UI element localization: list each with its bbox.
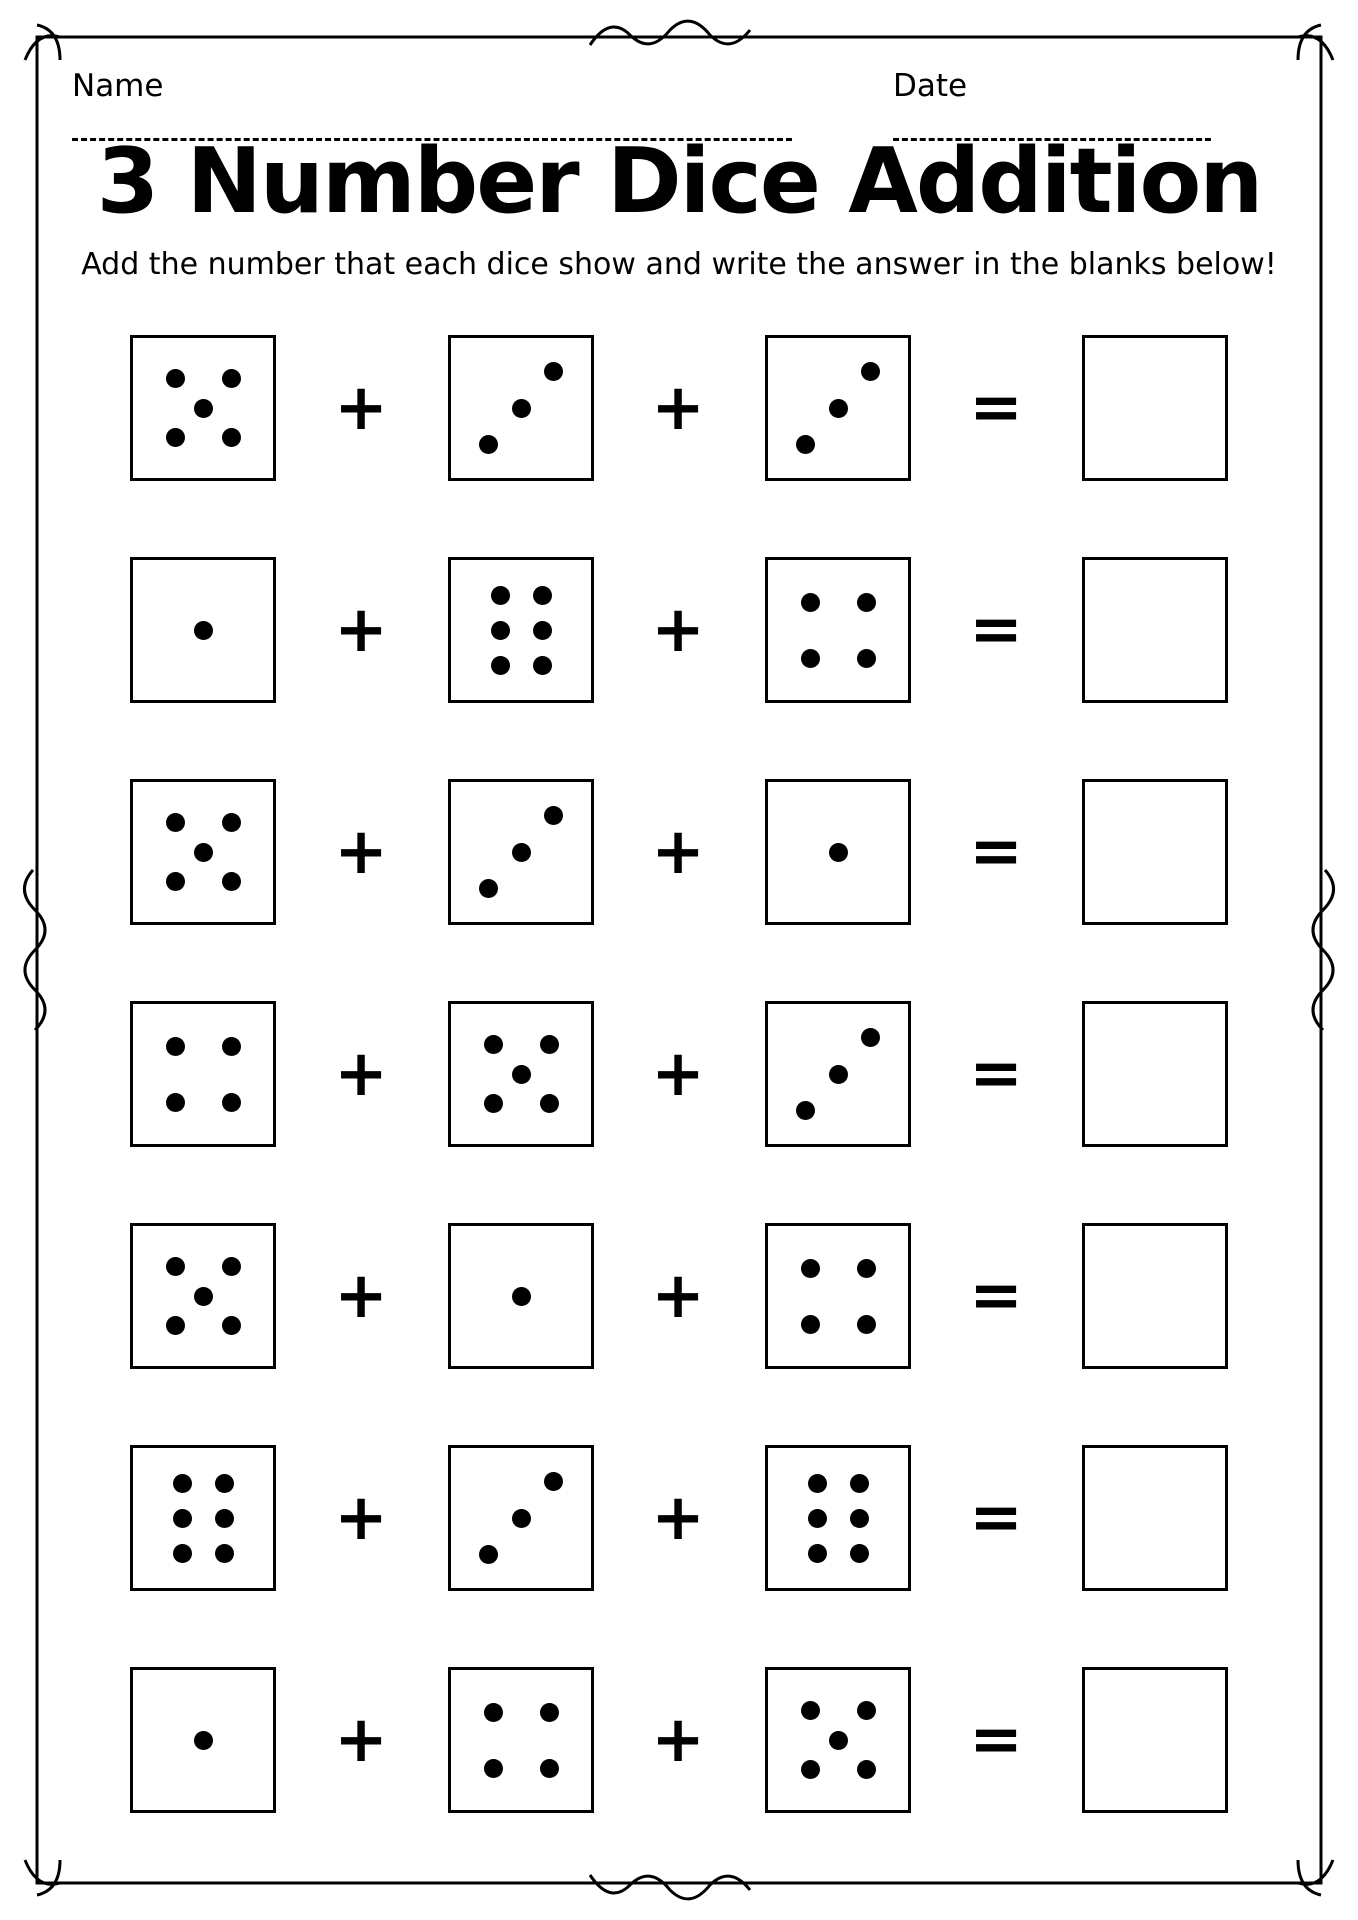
die-face-4 — [765, 1223, 911, 1369]
plus-sign: + — [334, 1703, 388, 1777]
die-face-4 — [130, 1001, 276, 1147]
die-face-6 — [765, 1445, 911, 1591]
answer-box[interactable] — [1082, 1001, 1228, 1147]
die-pip — [533, 656, 552, 675]
die-pip — [166, 1037, 185, 1056]
die-pip — [829, 399, 848, 418]
die-face-5 — [130, 335, 276, 481]
die-pip — [540, 1035, 559, 1054]
answer-box[interactable] — [1082, 779, 1228, 925]
die-pip — [857, 1315, 876, 1334]
die-pip — [829, 1731, 848, 1750]
die-pip — [166, 1316, 185, 1335]
die-face-4 — [765, 557, 911, 703]
die-face-5 — [130, 1223, 276, 1369]
die-pip — [801, 1760, 820, 1779]
die-face-6 — [448, 557, 594, 703]
plus-sign: + — [651, 1703, 705, 1777]
plus-sign: + — [651, 371, 705, 445]
die-pip — [491, 656, 510, 675]
die-pip — [861, 362, 880, 381]
date-row — [893, 66, 1293, 106]
die-pip — [194, 399, 213, 418]
die-pip — [801, 1701, 820, 1720]
die-pip — [829, 843, 848, 862]
die-face-3 — [448, 335, 594, 481]
die-pip — [484, 1094, 503, 1113]
die-pip — [222, 1316, 241, 1335]
die-pip — [533, 621, 552, 640]
die-pip — [222, 1093, 241, 1112]
die-pip — [512, 399, 531, 418]
die-pip — [808, 1544, 827, 1563]
die-pip — [222, 813, 241, 832]
die-pip — [166, 428, 185, 447]
die-pip — [173, 1544, 192, 1563]
die-face-5 — [448, 1001, 594, 1147]
die-pip — [222, 428, 241, 447]
die-pip — [801, 593, 820, 612]
die-pip — [222, 369, 241, 388]
die-face-3 — [765, 1001, 911, 1147]
die-pip — [484, 1759, 503, 1778]
die-pip — [484, 1035, 503, 1054]
die-pip — [194, 621, 213, 640]
die-pip — [796, 435, 815, 454]
die-pip — [857, 1259, 876, 1278]
instructions: Add the number that each dice show and write the answer in the blanks below! — [81, 247, 1277, 282]
equals-sign: = — [969, 371, 1023, 445]
equals-sign: = — [969, 1259, 1023, 1333]
page-title: 3 Number Dice Addition — [96, 129, 1262, 234]
plus-sign: + — [651, 1037, 705, 1111]
die-pip — [801, 649, 820, 668]
die-pip — [808, 1509, 827, 1528]
die-pip — [484, 1703, 503, 1722]
die-pip — [850, 1474, 869, 1493]
equals-sign: = — [969, 1481, 1023, 1555]
die-pip — [857, 1701, 876, 1720]
die-pip — [857, 593, 876, 612]
die-pip — [533, 586, 552, 605]
die-pip — [215, 1509, 234, 1528]
die-pip — [857, 649, 876, 668]
equals-sign: = — [969, 593, 1023, 667]
die-pip — [479, 879, 498, 898]
die-pip — [801, 1315, 820, 1334]
plus-sign: + — [651, 1481, 705, 1555]
die-pip — [173, 1509, 192, 1528]
die-face-3 — [765, 335, 911, 481]
die-pip — [222, 1037, 241, 1056]
die-pip — [544, 1472, 563, 1491]
die-face-6 — [130, 1445, 276, 1591]
name-label: Name — [72, 68, 164, 104]
die-pip — [540, 1759, 559, 1778]
answer-box[interactable] — [1082, 1667, 1228, 1813]
plus-sign: + — [334, 815, 388, 889]
die-pip — [491, 621, 510, 640]
die-pip — [544, 806, 563, 825]
plus-sign: + — [651, 593, 705, 667]
die-pip — [222, 872, 241, 891]
plus-sign: + — [334, 593, 388, 667]
die-pip — [512, 1065, 531, 1084]
die-face-1 — [765, 779, 911, 925]
die-pip — [540, 1703, 559, 1722]
die-pip — [512, 843, 531, 862]
die-pip — [850, 1509, 869, 1528]
date-label: Date — [893, 68, 968, 104]
die-pip — [194, 1731, 213, 1750]
equals-sign: = — [969, 1037, 1023, 1111]
die-pip — [544, 362, 563, 381]
answer-box[interactable] — [1082, 1223, 1228, 1369]
die-face-1 — [130, 1667, 276, 1813]
die-pip — [512, 1509, 531, 1528]
die-pip — [166, 872, 185, 891]
die-pip — [808, 1474, 827, 1493]
die-face-5 — [765, 1667, 911, 1813]
die-pip — [194, 1287, 213, 1306]
die-pip — [850, 1544, 869, 1563]
die-pip — [479, 435, 498, 454]
die-pip — [512, 1287, 531, 1306]
die-pip — [166, 1257, 185, 1276]
answer-box[interactable] — [1082, 335, 1228, 481]
die-pip — [215, 1474, 234, 1493]
die-pip — [166, 813, 185, 832]
plus-sign: + — [651, 815, 705, 889]
die-pip — [215, 1544, 234, 1563]
die-pip — [173, 1474, 192, 1493]
die-pip — [796, 1101, 815, 1120]
die-pip — [479, 1545, 498, 1564]
die-face-1 — [130, 557, 276, 703]
die-pip — [540, 1094, 559, 1113]
die-face-3 — [448, 779, 594, 925]
die-pip — [491, 586, 510, 605]
plus-sign: + — [334, 1259, 388, 1333]
die-face-1 — [448, 1223, 594, 1369]
die-face-4 — [448, 1667, 594, 1813]
die-face-3 — [448, 1445, 594, 1591]
die-pip — [857, 1760, 876, 1779]
die-pip — [194, 843, 213, 862]
plus-sign: + — [651, 1259, 705, 1333]
die-pip — [861, 1028, 880, 1047]
die-pip — [166, 369, 185, 388]
answer-box[interactable] — [1082, 1445, 1228, 1591]
die-pip — [222, 1257, 241, 1276]
plus-sign: + — [334, 1481, 388, 1555]
equals-sign: = — [969, 815, 1023, 889]
die-pip — [801, 1259, 820, 1278]
die-pip — [829, 1065, 848, 1084]
answer-box[interactable] — [1082, 557, 1228, 703]
plus-sign: + — [334, 1037, 388, 1111]
die-face-5 — [130, 779, 276, 925]
equals-sign: = — [969, 1703, 1023, 1777]
die-pip — [166, 1093, 185, 1112]
plus-sign: + — [334, 371, 388, 445]
name-row — [72, 66, 892, 106]
